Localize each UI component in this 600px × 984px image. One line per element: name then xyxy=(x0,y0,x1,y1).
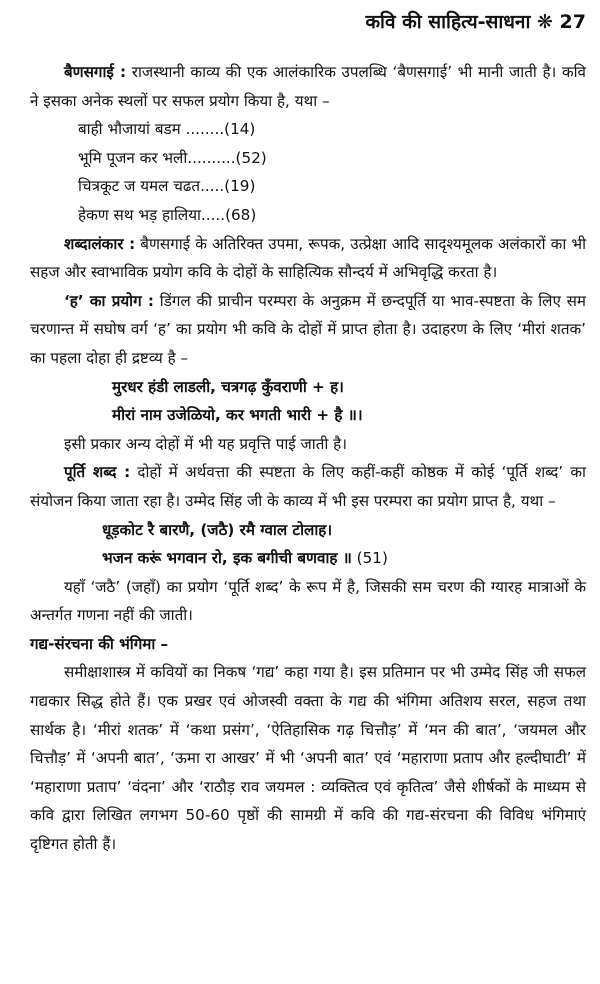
page-body xyxy=(30,58,586,859)
example-line: हेकण सथ भड़ हालिया.....(68) xyxy=(78,205,257,224)
paragraph-ha-prayog xyxy=(30,287,586,373)
example-line: चित्रकूट ज यमल चढत.....(19) xyxy=(78,177,256,196)
doha-line: धूड़कोट रै बारणै, (जठै) रमै ग्वाल टोलाह। xyxy=(102,520,333,539)
shabdalankar-text: बैणसगाई के अतिरिक्त उपमा, रूपक, उत्प्रेक्षा आदि सादृश्यमूलक अलंकारों का भी सहज और स्वाभाविक प्रयोग कवि के दोहों के साहित्यिक सौन्दर्य में अभिवृद्धि करता है। xyxy=(30,234,587,282)
paragraph-bainsagai xyxy=(30,58,586,115)
doha-line: मुरधर हंडी लाडली, चत्रगढ़ कुँवराणी + ह। xyxy=(112,377,344,396)
doha-line: मीरां नाम उजेळियो, कर भगती भारी + है ॥। xyxy=(112,406,363,425)
section-heading-gadya: गद्य-संरचना की भंगिमा – xyxy=(30,634,169,653)
example-line: भूमि पूजन कर भली..........(52) xyxy=(78,148,267,167)
example-line: बाही भौजायां बडम ........(14) xyxy=(78,120,256,139)
term-purti-shabd: पूर्ति शब्द : xyxy=(64,463,131,482)
paragraph-jathai: यहाँ ‘जठै’ (जहाँ) का प्रयोग ‘पूर्ति शब्द’ के रूप में है, जिसकी सम चरण की ग्यारह मात्राओं के अन्तर्गत गणना नहीं की जाती। xyxy=(30,577,586,625)
running-header: कवि की साहित्य-साधना ❋ 27 xyxy=(365,11,586,33)
purti-shabd-text: दोहों में अर्थवत्ता की स्पष्टता के लिए कहीं-कहीं कोष्ठक में कोई ‘पूर्ति शब्द’ का संयोजन किया जाता रहा है। उम्मेद सिंह जी के काव्य में भी इस परम्परा का प्रयोग प्राप्त है, यथा – xyxy=(30,463,586,510)
bainsagai-text: राजस्थानी काव्य की एक आलंकारिक उपलब्धि ‘बैणसगाई’ भी मानी जाती है। कवि ने इसका अनेक स्थलों पर सफल प्रयोग किया है, यथा – xyxy=(30,63,586,110)
ha-prayog-text: डिंगल की प्राचीन परम्परा के अनुक्रम में छन्दपूर्ति या भाव-स्पष्टता के लिए सम चरणान्त में सघोष वर्ग ‘ह’ का प्रयोग भी कवि के दोहों में प्राप्त होता है। उदाहरण के लिए ‘मीरां शतक’ का पहला दोहा ही द्रष्टव्य है – xyxy=(30,291,587,367)
paragraph-purti-shabd xyxy=(30,458,586,515)
paragraph-similar: इसी प्रकार अन्य दोहों में भी यह प्रवृत्ति पाई जाती है। xyxy=(64,434,347,453)
doha-line-text: भजन करूं भगवान रो, इक बगीची बणवाह ॥ xyxy=(102,549,352,568)
term-ha-prayog: ‘ह’ का प्रयोग : xyxy=(64,291,154,310)
term-bainsagai: बैणसगाई : xyxy=(64,63,127,81)
paragraph-gadya: समीक्षाशास्त्र में कवियों का निकष ‘गद्य’ कहा गया है। इस प्रतिमान पर भी उम्मेद सिंह जी सफल गद्यकार सिद्ध होते हैं। एक प्रखर एवं ओजस्वी वक्ता के गद्य की भंगिमा अतिशय सरल, सहज तथा सार्थक है। ‘मीरां शतक’ में ‘कथा प्रसंग’, ‘ऐतिहासिक गढ़ चित्तौड़’ में ‘मन की बात’, ‘जयमल और चित्तौड़’ में ‘अपनी बात’, ‘ऊमा रा आखर’ में भी ‘अपनी बात’ एवं ‘महाराणा प्रताप और हल्दीघाटी’ में ‘महाराणा प्रताप’ ‘वंदना’ और ‘राठौड़ राव जयमल : व्यक्तित्व एवं कृतित्व’ जैसे शीर्षकों के माध्यम से कवि द्वारा लिखित लगभग 50-60 पृष्ठों की सामग्री में कवि की गद्य-संरचना की विविध भंगिमाएं दृष्टिगत होती हैं। xyxy=(30,663,586,854)
doha-line xyxy=(30,544,586,573)
doha-number: (51) xyxy=(351,549,388,568)
paragraph-shabdalankar xyxy=(30,230,586,287)
term-shabdalankar: शब्दालंकार : xyxy=(64,234,136,253)
